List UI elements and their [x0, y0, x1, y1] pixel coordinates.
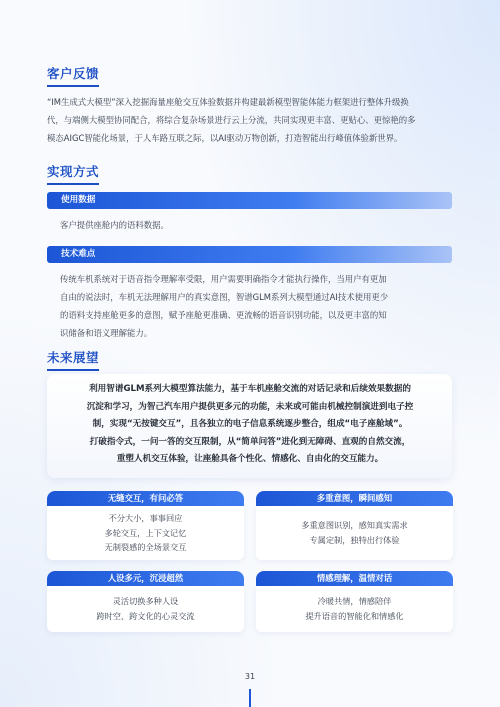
feedback-line: 模态AIGC智能化场景，于人车路互联之际，以AI驱动万物创新，打造智能出行峰值体验新世界。 [47, 133, 403, 143]
future-line: 制，实现“无按键交互”，且各独立的电子信息系统逐步整合，组成“电子座舱域”。 [92, 419, 408, 429]
card-lines [256, 518, 453, 547]
card-lines [256, 594, 453, 623]
feedback-paragraph [47, 93, 457, 147]
page-marker [249, 689, 251, 707]
difficulty-line: 的语料支持座舱更多的意图，赋予座舱更准确、更流畅的语音识别功能，以及更丰富的知 [60, 310, 387, 320]
card-line: 灵活切换多种人设 [112, 596, 179, 606]
card-line: 多轮交互，上下文记忆 [104, 527, 187, 538]
feedback-line: “IM生成式大模型”深入挖掘海量座舱交互体验数据并构建最新模型智能体能力框架进行整体升级换 [47, 97, 409, 107]
data-used-text: 客户提供座舱内的语料数据。 [60, 220, 169, 230]
card-title: 情感理解，温情对话 [256, 571, 453, 586]
card-line: 无制裂感的全场景交互 [104, 542, 187, 552]
card-line: 冷暖共情，情感陪伴 [317, 596, 392, 606]
card-line: 提升语音的智能化和情感化 [305, 610, 404, 621]
difficulty-paragraph [60, 270, 445, 342]
card-lines [47, 594, 244, 623]
feedback-line: 代，与端侧大模型协同配合，将综合复杂场景进行云上分流，共同实现更丰富、更贴心、更惊艳的多 [47, 115, 416, 125]
difficulty-line: 传统车机系统对于语音指令理解率受限，用户需要明确指令才能执行操作，当用户有更加 [60, 274, 387, 284]
card-line: 不分大小，事事回应 [108, 513, 183, 523]
card-line: 专属定制，独特出行体验 [309, 534, 400, 545]
card-title: 无缝交互，有问必答 [47, 491, 244, 506]
future-heading: 未来展望 [47, 348, 99, 371]
card-lines [47, 511, 244, 555]
approach-heading: 实现方式 [47, 162, 99, 185]
future-line: 沉淀和学习，为智己汽车用户提供更多元的功能，未来或可能由机械控制演进到电子控 [86, 401, 414, 412]
page-number: 31 [244, 672, 256, 681]
difficulty-line: 识储备和语义理解能力。 [60, 328, 153, 338]
card-line: 多重意图识别，感知真实需求 [301, 520, 408, 530]
card-line: 跨时空、跨文化的心灵交流 [96, 610, 195, 621]
future-line: 利用智谱GLM系列大模型算法能力，基于车机座舱交流的对话记录和后续效果数据的 [89, 384, 411, 394]
future-paragraph [58, 381, 442, 469]
difficulty-bar: 技术难点 [47, 246, 452, 263]
card-title: 多重意图，瞬间感知 [256, 491, 453, 506]
card-title: 人设多元，沉浸超然 [47, 571, 244, 586]
feedback-heading: 客户反馈 [47, 64, 99, 87]
difficulty-line: 自由的说法时，车机无法理解用户的真实意图，智谱GLM系列大模型通过AI技术使用更少 [60, 292, 389, 302]
future-line: 重塑人机交互体验，让座舱具备个性化、情感化、自由化的交互能力。 [116, 454, 384, 464]
future-line: 打破指令式，一问一答的交互限制，从“简单问答”进化到无障碍、直观的自然交流， [89, 436, 411, 447]
data-used-bar: 使用数据 [47, 192, 452, 209]
